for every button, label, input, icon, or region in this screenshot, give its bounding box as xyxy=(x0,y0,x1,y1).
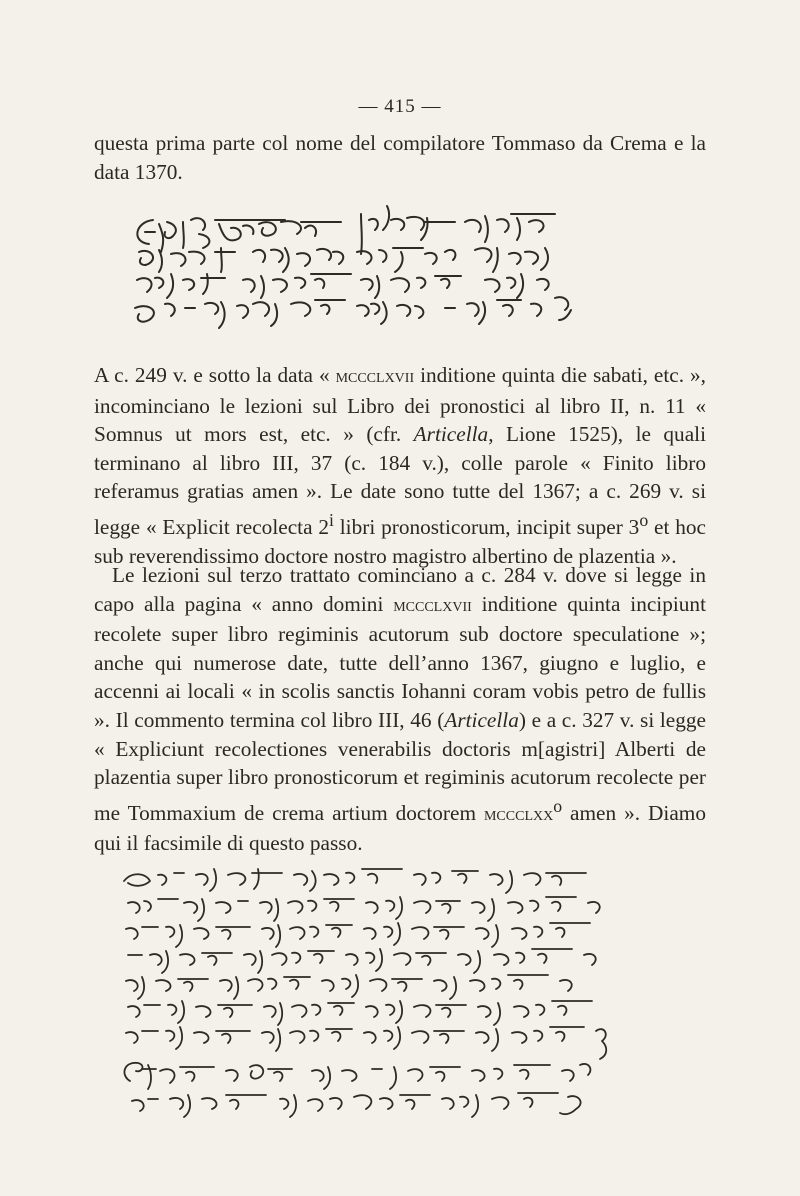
text-segment: libri pronosticorum, incipit super 3 xyxy=(333,515,640,540)
text-segment: et hoc sub reverendissimo doctore nostro magistro albertino de plazentia ». xyxy=(94,515,706,568)
paragraph-intro xyxy=(94,129,706,186)
paragraph-pronostici xyxy=(94,361,706,570)
text-segment: Le lezioni sul terzo trattato cominciano a c. 284 v. dove si legge in capo alla pagina « anno domini xyxy=(94,563,706,616)
manuscript-facsimile-explicit xyxy=(118,855,638,1155)
page-number: — 415 — xyxy=(358,96,442,117)
text-segment: o xyxy=(553,795,563,816)
paragraph-terzo-trattato xyxy=(94,561,706,858)
text-segment: A c. 249 v. e sotto la data « xyxy=(94,363,336,387)
text-segment: Articella xyxy=(444,707,519,732)
text-segment: amen ». Diamo qui il facsimile di questo passo. xyxy=(94,800,706,856)
text-segment: mccclxx xyxy=(483,803,554,825)
text-segment: mccclxvii xyxy=(335,366,415,387)
text-segment: inditione quinta incipiunt recolete super libro regiminis acutorum sub doctore speculatione »; anche qui numerose date, tutte dell’anno 1367, giugno e luglio, e accenni ai locali « in scolis sanctis Iohanni coram vobis petro de fullis ». Il commento termina col libro III, 46 ( xyxy=(94,591,706,732)
text-segment: ) e a c. 327 v. si legge « Expliciunt recolectiones venerabilis doctoris m[agistri] Alberti de plazentia super libro pronosticorum et regiminis acutorum recolecte per me Tommaxium de crema artium doctorem xyxy=(94,707,707,825)
text-segment: mccclxvii xyxy=(393,594,472,616)
text-segment: , Lione 1525), le quali terminano al libro III, 37 (c. 184 v.), colle parole « Finito libro referamus gratias amen ». Le date sono tutte del 1367; a c. 269 v. si legge « Explicit recolecta 2 xyxy=(94,422,706,540)
text-segment: inditione quinta die sabati, etc. », incominciano le lezioni sul Libro dei pronostici al libro II, n. 11 « Somnus ut mors est, etc. » (cfr. xyxy=(94,363,706,447)
text-segment: o xyxy=(639,509,649,530)
text-segment: questa prima parte col nome del compilatore Tommaso da Crema e la data 1370. xyxy=(94,131,706,184)
text-segment: i xyxy=(329,509,334,530)
text-segment: Articella xyxy=(413,422,489,447)
manuscript-facsimile-colophon xyxy=(125,200,625,340)
